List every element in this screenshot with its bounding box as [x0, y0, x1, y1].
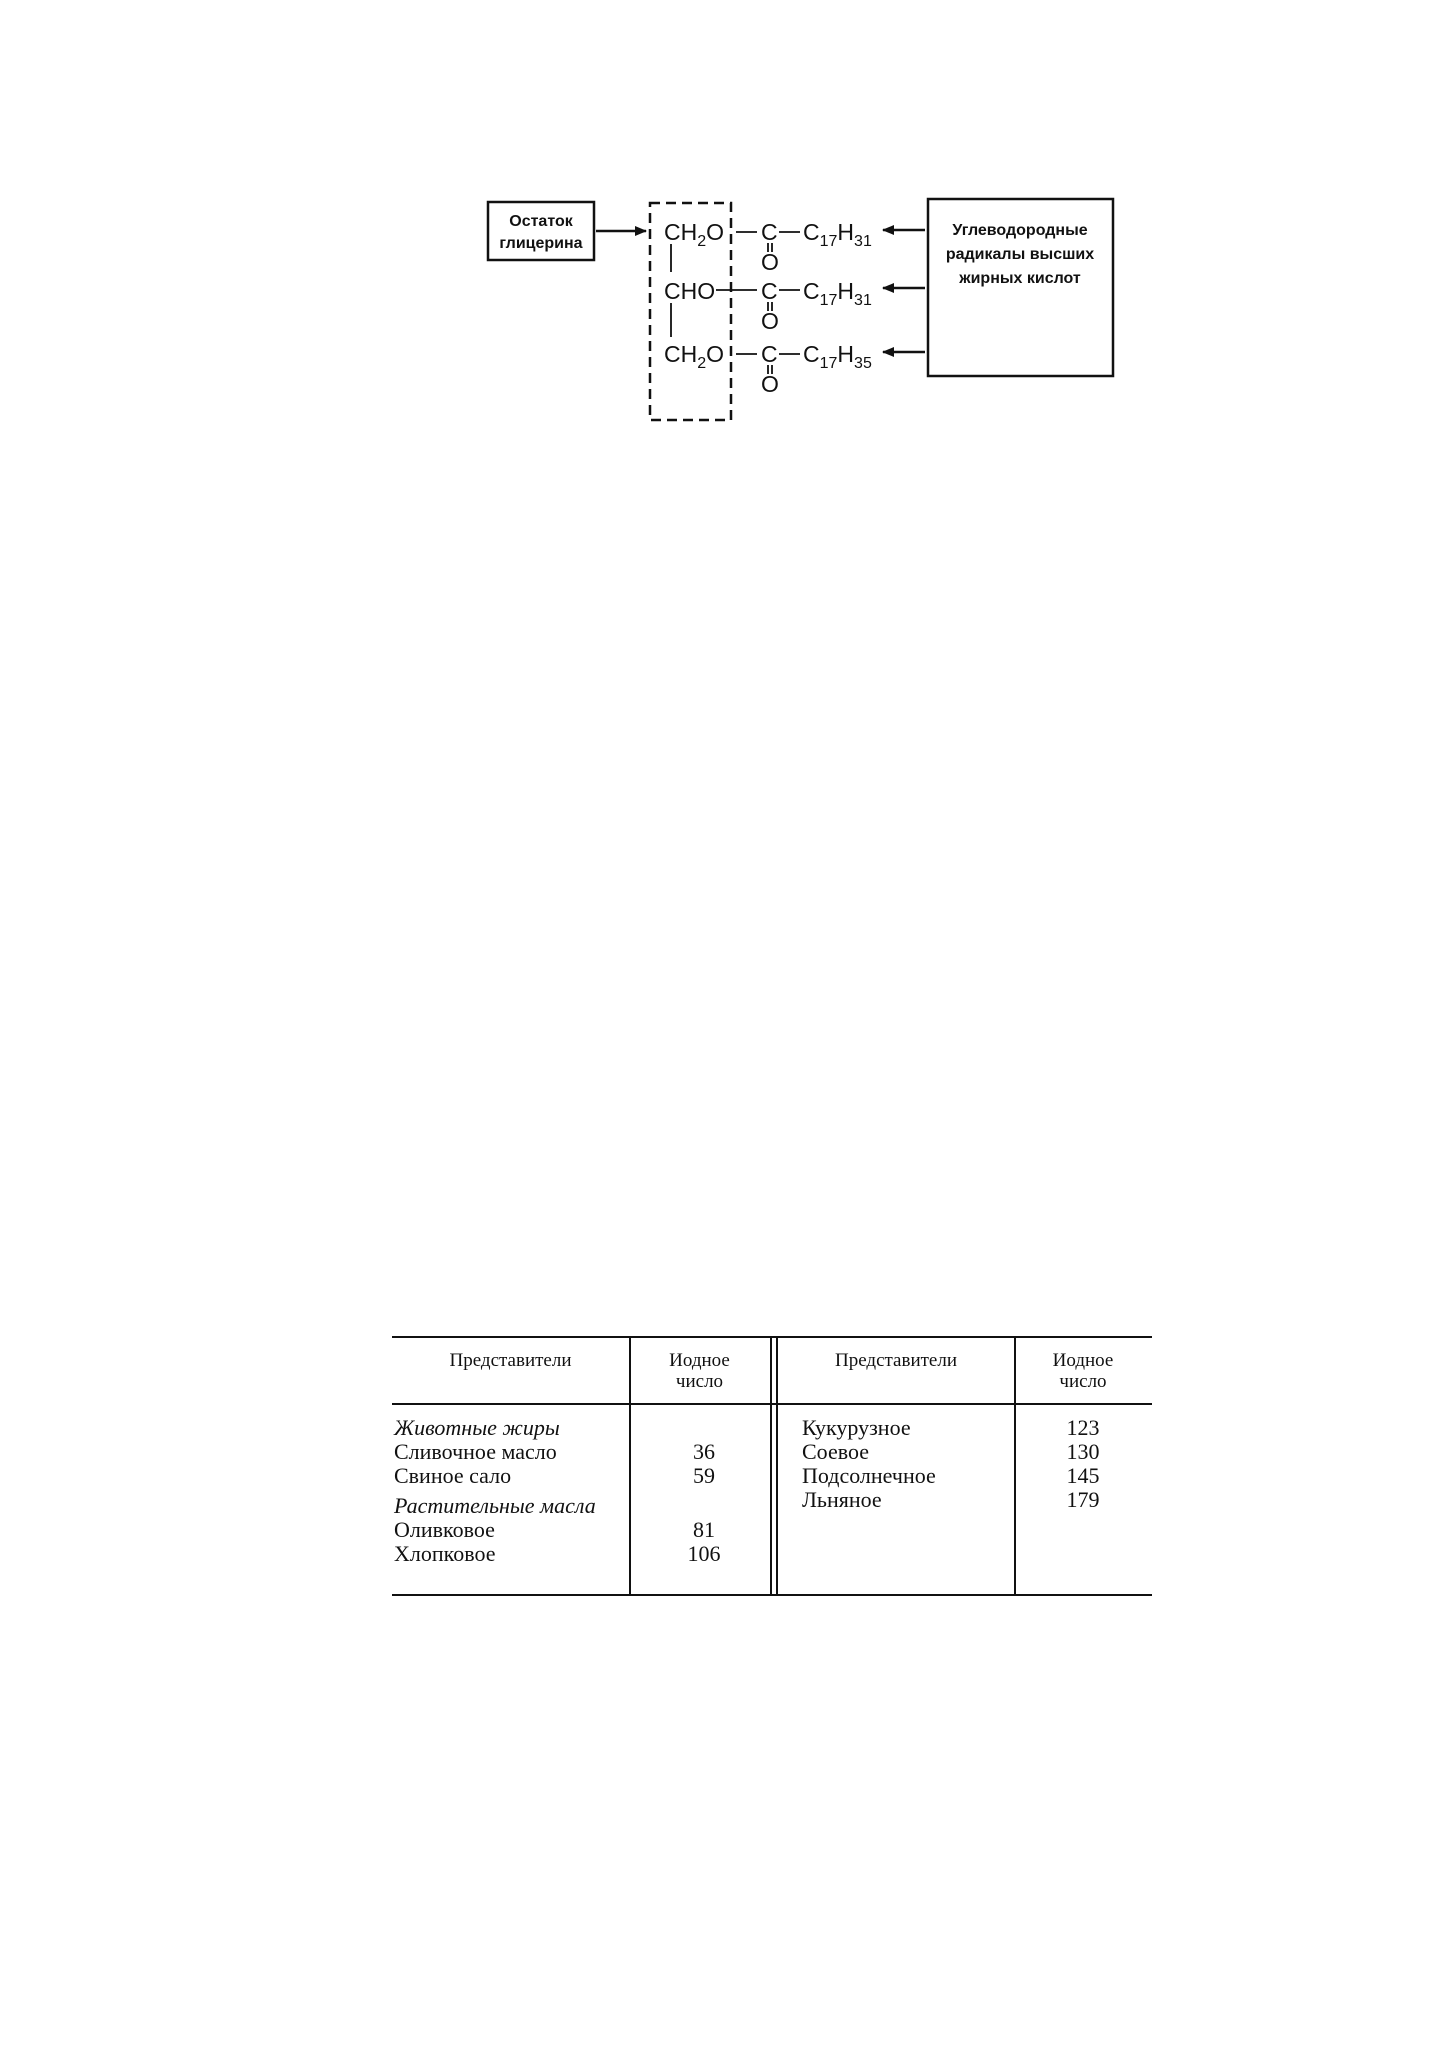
oil-name: Льняное [802, 1487, 882, 1512]
glycerol-group-1: $CH_2O$ [664, 219, 725, 250]
iodine-value: 145 [1066, 1463, 1100, 1488]
iodine-value: 130 [1066, 1439, 1100, 1464]
table-top-rule [392, 1336, 1152, 1338]
category-vegetable-oils: Растительные масла [394, 1493, 596, 1518]
table-header-rule [392, 1403, 1152, 1405]
carbonyl-oxygen-3: O [761, 371, 779, 397]
carbonyl-carbon-2: C [761, 278, 778, 304]
oil-name: Кукурузное [802, 1415, 911, 1440]
fatty-acid-radical-2: $C_{17}H_{31}$ [803, 278, 872, 309]
fatty-acid-radicals-box [928, 199, 1113, 376]
header-iodine-line-2: число [675, 1371, 724, 1392]
table-bottom-rule [392, 1594, 1152, 1596]
header-representatives-right: Представители [835, 1350, 957, 1371]
header-iodine-line-1: Иодное [1052, 1350, 1114, 1371]
radicals-label-line-1: Углеводородные [952, 222, 1088, 239]
fat-name: Сливочное масло [394, 1439, 557, 1464]
glycerol-label-line-2: глицерина [499, 235, 583, 252]
carbonyl-oxygen-2: O [761, 308, 779, 334]
divider-middle-b [776, 1336, 778, 1594]
iodine-value: 179 [1066, 1487, 1100, 1512]
iodine-value: 59 [693, 1463, 715, 1488]
iodine-value: 123 [1066, 1415, 1100, 1440]
iodine-value: 81 [693, 1517, 715, 1542]
carbonyl-carbon-1: C [761, 219, 778, 245]
glycerol-group-2: CHO [664, 278, 716, 304]
divider-middle-a [770, 1336, 772, 1594]
oil-name: Хлопковое [394, 1541, 496, 1566]
carbonyl-oxygen-1: O [761, 249, 779, 275]
fatty-acid-radical-1: $C_{17}H_{31}$ [803, 219, 872, 250]
carbonyl-carbon-3: C [761, 341, 778, 367]
fatty-acid-radical-3: $C_{17}H_{35}$ [803, 341, 872, 372]
category-animal-fats: Животные жиры [394, 1415, 560, 1440]
oil-name: Соевое [802, 1439, 869, 1464]
fat-name: Свиное сало [394, 1463, 512, 1488]
oil-name: Подсолнечное [802, 1463, 936, 1488]
glycerol-label-line-1: Остаток [509, 213, 573, 230]
iodine-value: 106 [687, 1541, 721, 1566]
glycerol-group-3: $CH_2O$ [664, 341, 725, 372]
radicals-label-line-3: жирных кислот [959, 270, 1081, 287]
iodine-value: 36 [693, 1439, 715, 1464]
glycerol-residue-box [488, 202, 594, 260]
triglyceride-structure-diagram [0, 0, 1449, 450]
iodine-number-table [392, 1336, 1152, 1606]
oil-name: Оливковое [394, 1517, 495, 1542]
header-iodine-number-right [1014, 1350, 1152, 1392]
radicals-label-line-2: радикалы высших [945, 246, 1095, 263]
header-iodine-line-1: Иодное [669, 1350, 730, 1371]
header-iodine-number-left [629, 1350, 770, 1392]
header-iodine-line-2: число [1059, 1371, 1107, 1392]
header-representatives-left: Представители [449, 1350, 572, 1371]
